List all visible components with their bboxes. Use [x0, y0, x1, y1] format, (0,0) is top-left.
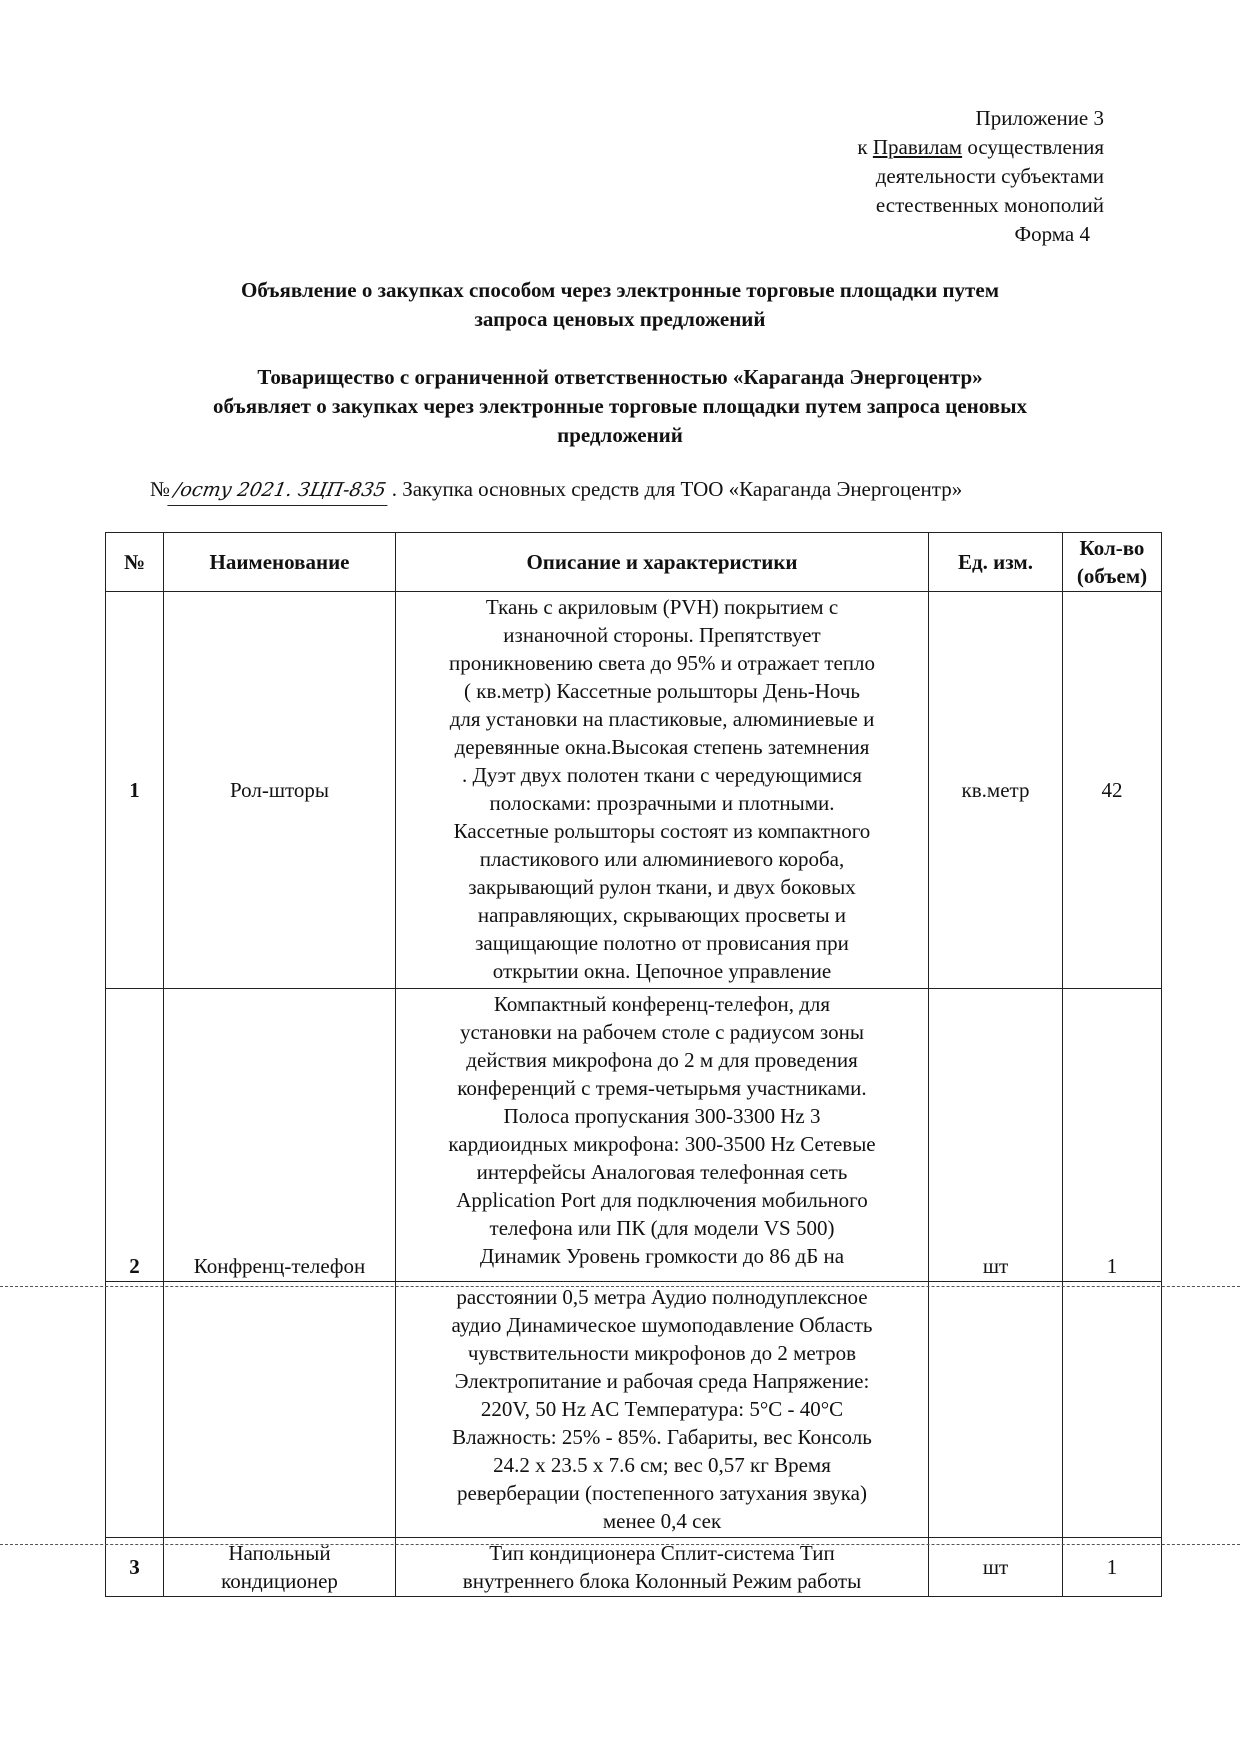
- rules-link[interactable]: Правилам: [872, 135, 963, 159]
- description-line: менее 0,4 сек: [602, 1509, 722, 1533]
- row-quantity: 42: [1063, 592, 1162, 989]
- description-line: 220V, 50 Hz AC Температура: 5°C - 40°C: [480, 1397, 844, 1421]
- page-break-line: [0, 1544, 1240, 1545]
- description-line: действия микрофона до 2 м для проведения: [466, 1048, 858, 1072]
- row-unit: шт: [929, 989, 1063, 1282]
- table-header-row: [106, 533, 1162, 592]
- description-line: Динамик Уровень громкости до 86 дБ на: [479, 1244, 845, 1268]
- table-row: [106, 592, 1162, 989]
- lot-number-prefix: №: [150, 477, 171, 501]
- description-line: чувствительности микрофонов до 2 метров: [467, 1341, 857, 1365]
- appendix-line-2: [857, 133, 1104, 162]
- appendix-suffix: осуществления: [967, 135, 1104, 159]
- announcement-heading: [110, 276, 1130, 334]
- row-unit: кв.метр: [929, 592, 1063, 989]
- announcement-heading-line-1: Объявление о закупках способом через электронные торговые площадки путем: [241, 278, 999, 302]
- row-description: [396, 1538, 929, 1597]
- description-line: полосками: прозрачными и плотными.: [489, 791, 835, 815]
- description-line: установки на рабочем столе с радиусом зоны: [460, 1020, 864, 1044]
- row-name-line: Напольный: [228, 1541, 331, 1565]
- description-line: изнаночной стороны. Препятствует: [503, 623, 821, 647]
- description-line: интерфейсы Аналоговая телефонная сеть: [476, 1160, 848, 1184]
- header-quantity-line-1: Кол-во: [1079, 536, 1145, 560]
- description-line: для установки на пластиковые, алюминиевые и: [449, 707, 875, 731]
- description-line: защищающие полотно от провисания при: [475, 931, 849, 955]
- row-name: [164, 1538, 396, 1597]
- description-line: аудио Динамическое шумоподавление Область: [451, 1313, 873, 1337]
- description-line: открытии окна. Цепочное управление: [492, 959, 832, 983]
- header-unit: Ед. изм.: [929, 533, 1063, 592]
- description-line: пластикового или алюминиевого короба,: [479, 847, 845, 871]
- description-line: внутреннего блока Колонный Режим работы: [462, 1569, 862, 1593]
- description-line: деревянные окна.Высокая степень затемнения: [454, 735, 870, 759]
- row-number: 2: [106, 989, 164, 1282]
- row-name: Рол-шторы: [164, 592, 396, 989]
- row-unit: шт: [929, 1538, 1063, 1597]
- row-name-line: кондиционер: [221, 1569, 338, 1593]
- header-quantity: [1063, 533, 1162, 592]
- header-description: Описание и характеристики: [396, 533, 929, 592]
- description-line: Кассетные рольшторы состоят из компактного: [453, 819, 871, 843]
- page-break-line: [0, 1286, 1240, 1287]
- description-line: направляющих, скрывающих просветы и: [477, 903, 847, 927]
- description-line: Application Port для подключения мобильного: [456, 1188, 868, 1212]
- row-number: 3: [106, 1538, 164, 1597]
- announcement-heading-line-2: запроса ценовых предложений: [474, 307, 766, 331]
- row-description: [396, 989, 929, 1282]
- description-line: ( кв.метр) Кассетные рольшторы День-Ночь: [464, 679, 860, 703]
- description-line: телефона или ПК (для модели VS 500): [489, 1216, 835, 1240]
- organizer-heading-line-3: предложений: [557, 423, 683, 447]
- row-description: [396, 1282, 929, 1538]
- organizer-heading-line-1: Товарищество с ограниченной ответственностью «Караганда Энергоцентр»: [257, 365, 983, 389]
- appendix-block: [857, 104, 1104, 249]
- description-line: расстоянии 0,5 метра Аудио полнодуплексное: [456, 1285, 868, 1309]
- row-quantity: 1: [1063, 1538, 1162, 1597]
- description-line: Полоса пропускания 300-3300 Hz 3: [503, 1104, 821, 1128]
- description-line: Ткань с акриловым (PVH) покрытием с: [485, 595, 839, 619]
- organizer-heading-line-2: объявляет о закупках через электронные торговые площадки путем запроса ценовых: [213, 394, 1027, 418]
- appendix-prefix: к: [857, 135, 868, 159]
- appendix-line-1: Приложение 3: [975, 106, 1104, 130]
- row-unit-empty: [929, 1282, 1063, 1538]
- description-line: реверберации (постепенного затухания звука): [457, 1481, 867, 1505]
- lot-title-line: [150, 475, 962, 506]
- row-name-empty: [164, 1282, 396, 1538]
- description-line: Влажность: 25% - 85%. Габариты, вес Консоль: [452, 1425, 872, 1449]
- form-number: Форма 4: [1014, 222, 1090, 246]
- table-row: [106, 989, 1162, 1282]
- row-number-empty: [106, 1282, 164, 1538]
- description-line: кардиоидных микрофона: 300-3500 Hz Сетевые: [448, 1132, 876, 1156]
- header-number: №: [106, 533, 164, 592]
- table-row-continuation: [106, 1282, 1162, 1538]
- items-table: [105, 532, 1162, 1597]
- header-name: Наименование: [164, 533, 396, 592]
- description-line: конференций с тремя-четырьмя участниками.: [457, 1076, 867, 1100]
- description-line: Тип кондиционера Сплит-система Тип: [489, 1541, 835, 1565]
- row-number: 1: [106, 592, 164, 989]
- description-line: 24.2 x 23.5 x 7.6 см; вес 0,57 кг Время: [493, 1453, 831, 1477]
- row-quantity-empty: [1063, 1282, 1162, 1538]
- header-quantity-line-2: (объем): [1076, 564, 1148, 588]
- organizer-heading: [110, 363, 1130, 450]
- lot-title: . Закупка основных средств для ТОО «Караганда Энергоцентр»: [391, 477, 963, 501]
- table-row: [106, 1538, 1162, 1597]
- description-line: . Дуэт двух полотен ткани с чередующимися: [462, 763, 862, 787]
- appendix-line-3: деятельности субъектами: [875, 164, 1104, 188]
- row-quantity: 1: [1063, 989, 1162, 1282]
- lot-number-handwritten: /осту 2021. ЗЦП-835: [167, 476, 392, 506]
- row-name: Конфренц-телефон: [164, 989, 396, 1282]
- description-line: Электропитание и рабочая среда Напряжение:: [454, 1369, 870, 1393]
- appendix-line-4: естественных монополий: [875, 193, 1104, 217]
- row-description: [396, 592, 929, 989]
- description-line: Компактный конференц-телефон, для: [493, 992, 831, 1016]
- description-line: закрывающий рулон ткани, и двух боковых: [468, 875, 856, 899]
- description-line: проникновению света до 95% и отражает тепло: [448, 651, 876, 675]
